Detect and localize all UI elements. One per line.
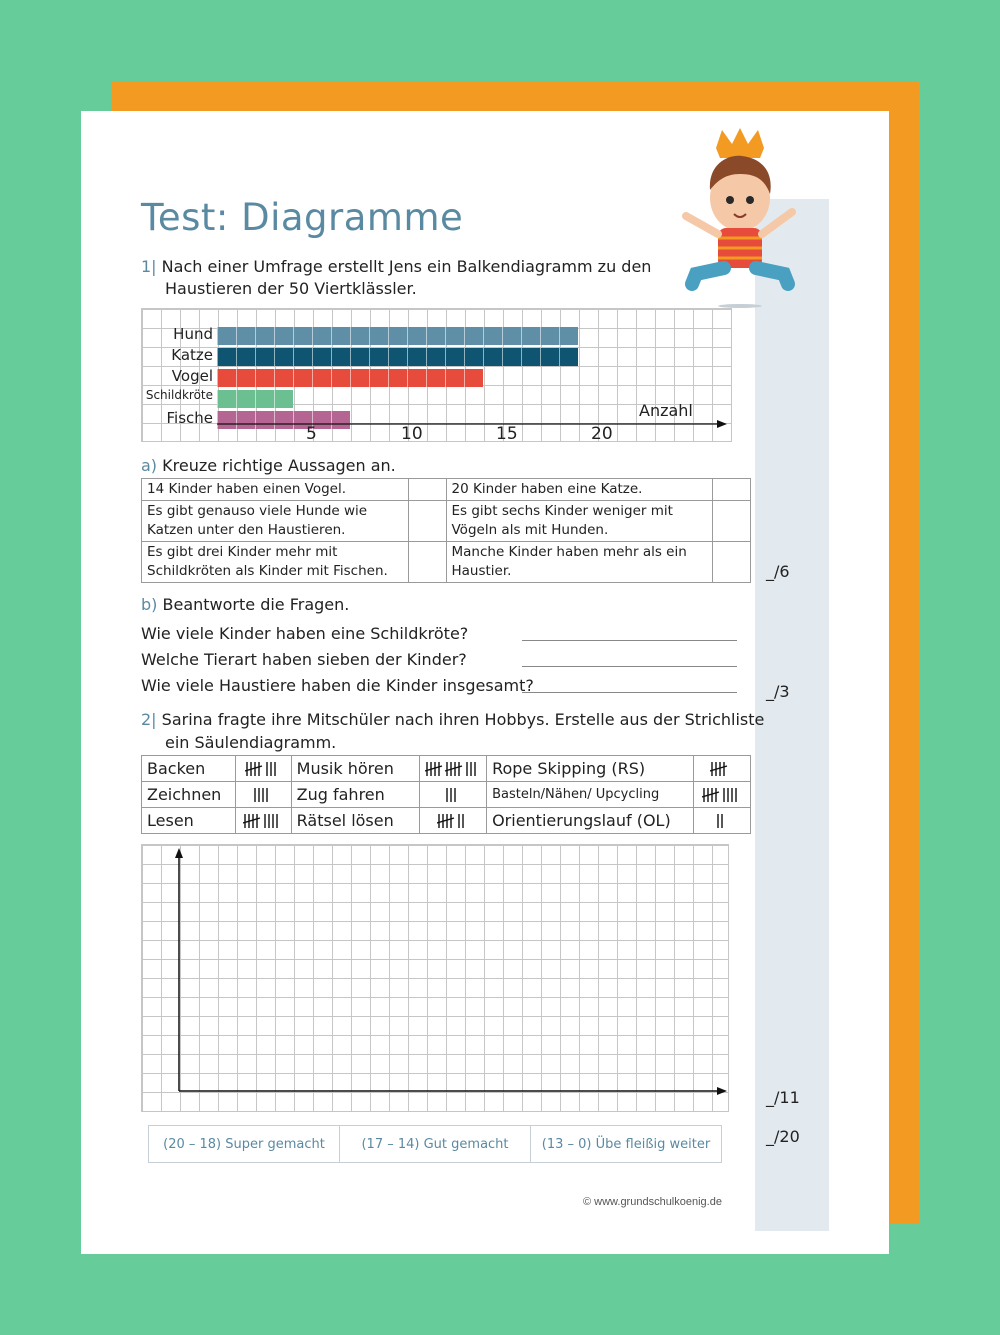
statements-table xyxy=(141,478,751,583)
statement-cell: Es gibt genauso viele Hunde wie Katzen unter den Haustieren. xyxy=(142,501,409,542)
hobby-cell: Orientierungslauf (OL) xyxy=(487,808,694,834)
question-3: Wie viele Haustiere haben die Kinder insgesamt? xyxy=(141,676,534,695)
part-b-text: Beantworte die Fragen. xyxy=(162,595,350,614)
tally-marks xyxy=(716,813,728,829)
task2-prompt xyxy=(141,710,764,729)
tally-cell xyxy=(694,756,751,782)
table-row xyxy=(142,782,751,808)
task2-score: _/11 xyxy=(766,1088,800,1107)
task2-line2: ein Säulendiagramm. xyxy=(165,733,337,752)
checkbox-cell[interactable] xyxy=(713,542,751,583)
tally-cell xyxy=(235,756,291,782)
statement-cell: 14 Kinder haben einen Vogel. xyxy=(142,479,409,501)
king-boy-illustration xyxy=(678,128,800,310)
copyright: © www.grundschulkoenig.de xyxy=(583,1196,722,1208)
tally-cell xyxy=(694,808,751,834)
x-tick-label: 20 xyxy=(591,424,613,444)
tally-marks xyxy=(445,787,461,803)
rating-super: (20 – 18) Super gemacht xyxy=(149,1126,340,1162)
hobby-cell: Zeichnen xyxy=(142,782,236,808)
page-title: Test: Diagramme xyxy=(141,196,464,239)
part-a-heading xyxy=(141,456,396,475)
hobby-cell: Rätsel lösen xyxy=(291,808,419,834)
tally-cell xyxy=(235,808,291,834)
rating-good: (17 – 14) Gut gemacht xyxy=(340,1126,531,1162)
question-1: Wie viele Kinder haben eine Schildkröte? xyxy=(141,624,469,643)
rating-practice: (13 – 0) Übe fleißig weiter xyxy=(541,1136,711,1152)
statement-cell: Es gibt drei Kinder mehr mit Schildkröten als Kinder mit Fischen. xyxy=(142,542,409,583)
hobby-cell: Basteln/Nähen/ Upcycling xyxy=(487,782,694,808)
category-label: Vogel xyxy=(171,367,213,385)
chart-axes xyxy=(141,844,729,1112)
checkbox-cell[interactable] xyxy=(408,542,446,583)
part-a-score: _/6 xyxy=(766,562,790,581)
table-row xyxy=(142,501,751,542)
part-a-text: Kreuze richtige Aussagen an. xyxy=(162,456,396,475)
x-axis-label: Anzahl xyxy=(639,401,693,420)
checkbox-cell[interactable] xyxy=(713,479,751,501)
tally-table xyxy=(141,755,751,834)
x-tick-label: 15 xyxy=(496,424,518,444)
tally-cell xyxy=(694,782,751,808)
table-row xyxy=(142,542,751,583)
part-a-label: a) xyxy=(141,456,158,475)
question-2: Welche Tierart haben sieben der Kinder? xyxy=(141,650,467,669)
checkbox-cell[interactable] xyxy=(408,501,446,542)
task1-line1: Nach einer Umfrage erstellt Jens ein Balkendiagramm zu den xyxy=(161,257,652,276)
tally-marks xyxy=(437,813,469,829)
tally-marks xyxy=(253,787,273,803)
x-axis-arrow-icon xyxy=(717,420,727,428)
table-row xyxy=(142,479,751,501)
tally-cell xyxy=(235,782,291,808)
tally-cell xyxy=(420,782,487,808)
part-b-label: b) xyxy=(141,595,158,614)
checkbox-cell[interactable] xyxy=(713,501,751,542)
x-axis xyxy=(141,308,732,442)
total-score: _/20 xyxy=(766,1127,800,1146)
answer-line-1[interactable] xyxy=(522,640,737,641)
table-row xyxy=(142,756,751,782)
part-b-heading xyxy=(141,595,349,614)
bar-chart-marks xyxy=(141,308,732,442)
task1-line2: Haustieren der 50 Viertklässler. xyxy=(165,279,417,298)
task1-number: 1| xyxy=(141,257,157,276)
answer-line-2[interactable] xyxy=(522,666,737,667)
checkbox-cell[interactable] xyxy=(408,479,446,501)
score-column xyxy=(755,199,829,1231)
x-tick-label: 10 xyxy=(401,424,423,444)
table-row xyxy=(142,808,751,834)
x-tick-label: 5 xyxy=(306,424,317,444)
hobby-cell: Musik hören xyxy=(291,756,419,782)
task2-number: 2| xyxy=(141,710,157,729)
tally-marks xyxy=(245,761,281,777)
tally-cell xyxy=(420,756,487,782)
tally-cell xyxy=(420,808,487,834)
x-axis-arrow-icon xyxy=(717,1087,727,1095)
hobby-cell: Rope Skipping (RS) xyxy=(487,756,694,782)
statement-cell: Manche Kinder haben mehr als ein Haustier. xyxy=(446,542,713,583)
tally-marks xyxy=(243,813,283,829)
tally-marks xyxy=(710,761,734,777)
hobby-cell: Zug fahren xyxy=(291,782,419,808)
hobby-cell: Backen xyxy=(142,756,236,782)
category-label: Katze xyxy=(171,346,213,364)
task1-prompt xyxy=(141,257,651,276)
category-label: Hund xyxy=(173,325,213,343)
hobby-cell: Lesen xyxy=(142,808,236,834)
statement-cell: 20 Kinder haben eine Katze. xyxy=(446,479,713,501)
answer-line-3[interactable] xyxy=(522,692,737,693)
rating-scale xyxy=(148,1125,722,1163)
task2-line1: Sarina fragte ihre Mitschüler nach ihren Hobbys. Erstelle aus der Strichliste xyxy=(161,710,765,729)
part-b-score: _/3 xyxy=(766,682,790,701)
category-label: Fische xyxy=(166,409,213,427)
tally-marks xyxy=(702,787,742,803)
category-label: Schildkröte xyxy=(145,388,213,402)
y-axis-arrow-icon xyxy=(175,848,183,858)
statement-cell: Es gibt sechs Kinder weniger mit Vögeln als mit Hunden. xyxy=(446,501,713,542)
tally-marks xyxy=(425,761,481,777)
